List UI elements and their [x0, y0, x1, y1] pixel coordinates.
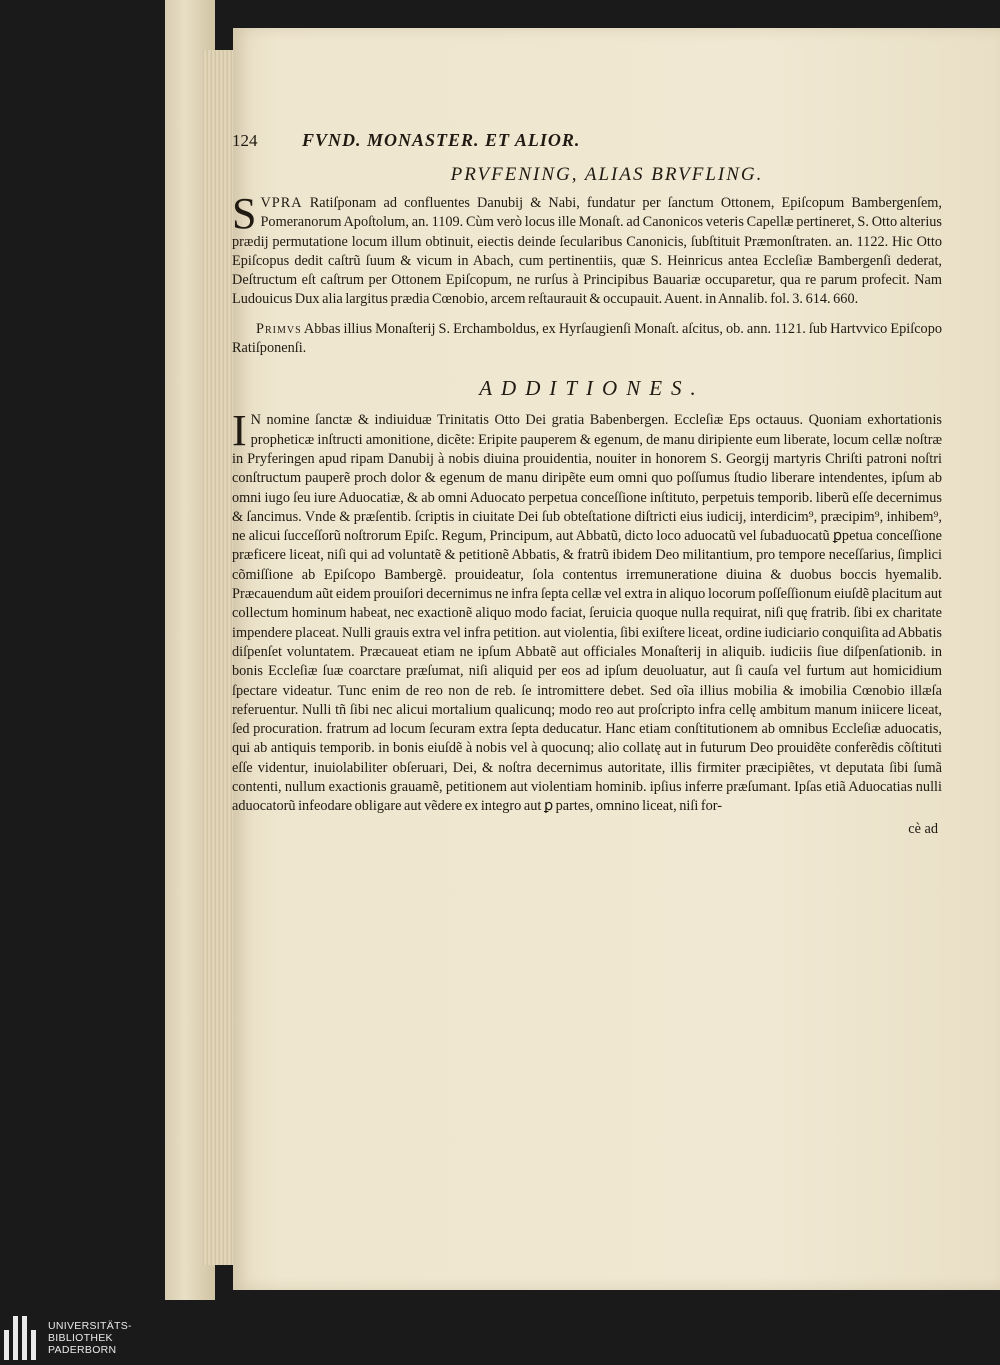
logo-bars-icon [4, 1316, 40, 1360]
logo-line: PADERBORN [48, 1343, 117, 1356]
catchword: cè ad [908, 820, 938, 837]
paragraph-charter [232, 406, 942, 816]
paragraph-lead: Primvs [256, 320, 302, 337]
page-number: 124 [232, 131, 258, 150]
paragraph-text: Abbas illius Monaſterij S. Erchamboldus, ex Hyrſaugienſi Monaſt. aſcitus, ob. ann. 1121. ſub Hartvvico Epiſcopo Ratiſponenſi. [232, 320, 942, 357]
logo-line: BIBLIOTHEK [48, 1331, 113, 1344]
paragraph-lead: VPRA [260, 195, 303, 211]
paragraph-text: N nomine ſanctæ & indiuiduæ Trinitatis Otto Dei gratia Babenbergen. Eccleſiæ Eps octauus. Quoniam exhortationis propheticæ inſtructi amonitione, dicẽte: Eripite pauperem & egenum, de manu diripiente eum liberate, locum cellæ noſtræ in Pryferingen apud ripam Danubij à nobis diuina prouidentia, nouiter in honorem S. Georgij martyris Chriſti patroni noſtri conſtructum pauperẽ proch dolor & egenum de manu diripẽte eum omni quo poſſumus ſtudio liberare intendentes, ipſum ab omni iugo ſeu iure Aduocatiæ, & ab omni Aduocato perpetua conceſſione inſtituto, perpetuis temporib. liberũ eſſe decernimus & ſancimus. Vnde & præſentib. ſcriptis in ciuitate Dei ſub obteſtatione diſtricti eius iudicij, interdicim⁹, præcipim⁹, inhibem⁹, ne alicui ſucceſſorũ noſtrorum Epiſc. Regum, Principum, aut Abbatũ, dicto loco aduocatũ vel ſubaduocatũ ꝑpetua conceſſione præficere liceat, niſi qui ad voluntatẽ & petitionẽ Abbatis, & fratrũ ibidem Deo militantium, pro tempore neceſſarius, ſimplici cõmiſſione ab Epiſcopo Bambergẽ. prouideatur, ſola contentus irremuneratione diuina & duobus boccis hyemalib. Præcauendum aũt eidem prouiſori decernimus ne infra ſepta cellæ vel extra in aliquo locorum poſſeſſionum eiuſdẽ placitum aut collectum hominum habeat, nec exactionẽ aliquo modo faciat, ſeruicia quoque nulla requirat, niſi quę fratrib. ſibi ex charitate impendere placeat. Nulli grauis extra vel infra petition. aut violentia, ſibi exiſtere liceat, ordine iudiciario conquiſita ad Abbatis diſpenſet voluntatem. Præcaueat etiam ne ipſum Abbatẽ aut officiales Monaſterij in aliquib. iudiciis ſiue diſpenſationib. in bonis Eccleſiæ ſuæ coarctare præſumat, niſi aliquid per eos ad ipſum deuoluatur, aut ſi cauſa vel furtum aut homicidium ſpectare videatur. Tunc enim de reo non de reb. ſe intromittere debet. Sed oĩa illius mobilia & imobilia Cœnobio illæſa referuentur. Nulli tñ ſibi nec alicui mortalium qualicunq; modo reo aut proſcripto infra cellę ambitum manum iniicere liceat, ſed procuration. fratrum ad locum ſecuram extra ſepta deducatur. Hanc etiam conſtitutionem ab omnibus Eccleſiæ aduocatis, qui ab antiquis temporib. in bonis eiuſdẽ à nobis vel à quocunq; alio collatę aut in futurum Deo prouidẽte conferẽdis cõſtituti eſſe videntur, inuiolabiliter obſeruari, Dei, & noſtra decernimus autoritate, illis firmiter præcipiẽtes, vt deputata ſibi ſumã contenti, nullum exactionis grauamẽ, petitionem aut violentiam hominib. ipſius inferre præſumant. Ipſas etiã Aduocatias nulli aduocatorũ infeodare obligare aut vẽdere ex integro aut ꝑ partes, omnino liceat, niſi for- [232, 412, 942, 815]
library-logo [0, 1310, 200, 1365]
additiones-title: ADDITIONES. [479, 376, 705, 401]
page-edges [203, 50, 235, 1265]
paragraph-founding [232, 189, 942, 310]
running-head: FVND. MONASTER. ET ALIOR. [302, 130, 581, 150]
page-header [232, 130, 942, 160]
logo-line: UNIVERSITÄTS- [48, 1319, 132, 1332]
logo-text [48, 1320, 132, 1356]
dropcap-i: I [232, 406, 247, 456]
text-column [232, 130, 942, 838]
section-title: PRVFENING, ALIAS BRVFLING. [450, 164, 764, 185]
paragraph-first-abbot [232, 320, 942, 359]
dropcap-s: S [232, 189, 257, 238]
paragraph-text: Ratiſponam ad confluentes Danubij & Nabi, fundatur per ſanctum Ottonem, Epiſcopum Bambergenſem, Pomeranorum Apoſtolum, an. 1109. Cùm verò locus ille Monaſt. ad Canonicos veteris Capellæ pertineret, S. Otto alterius prædij permutatione locum illum obtinuit, eiectis deinde ſecularibus Canonicis, ſubſtituit Præmonſtraten. an. 1122. Hic Otto Epiſcopus dedit caſtrũ ſuum & vicum in Abach, cum pertinentiis, quæ S. Heinricus antea Eccleſiæ Bambergenſi dederat, Deſtructum eſt caſtrum per Ottonem Epiſcopum, ne rurſus à Principibus Bauariæ occuparetur, qua re parum profecit. Nam Ludouicus Dux alia largitus prædia Cœnobio, arcem reſtaurauit & occupauit. Auent. in Annalib. fol. 3. 614. 660. [232, 195, 942, 308]
